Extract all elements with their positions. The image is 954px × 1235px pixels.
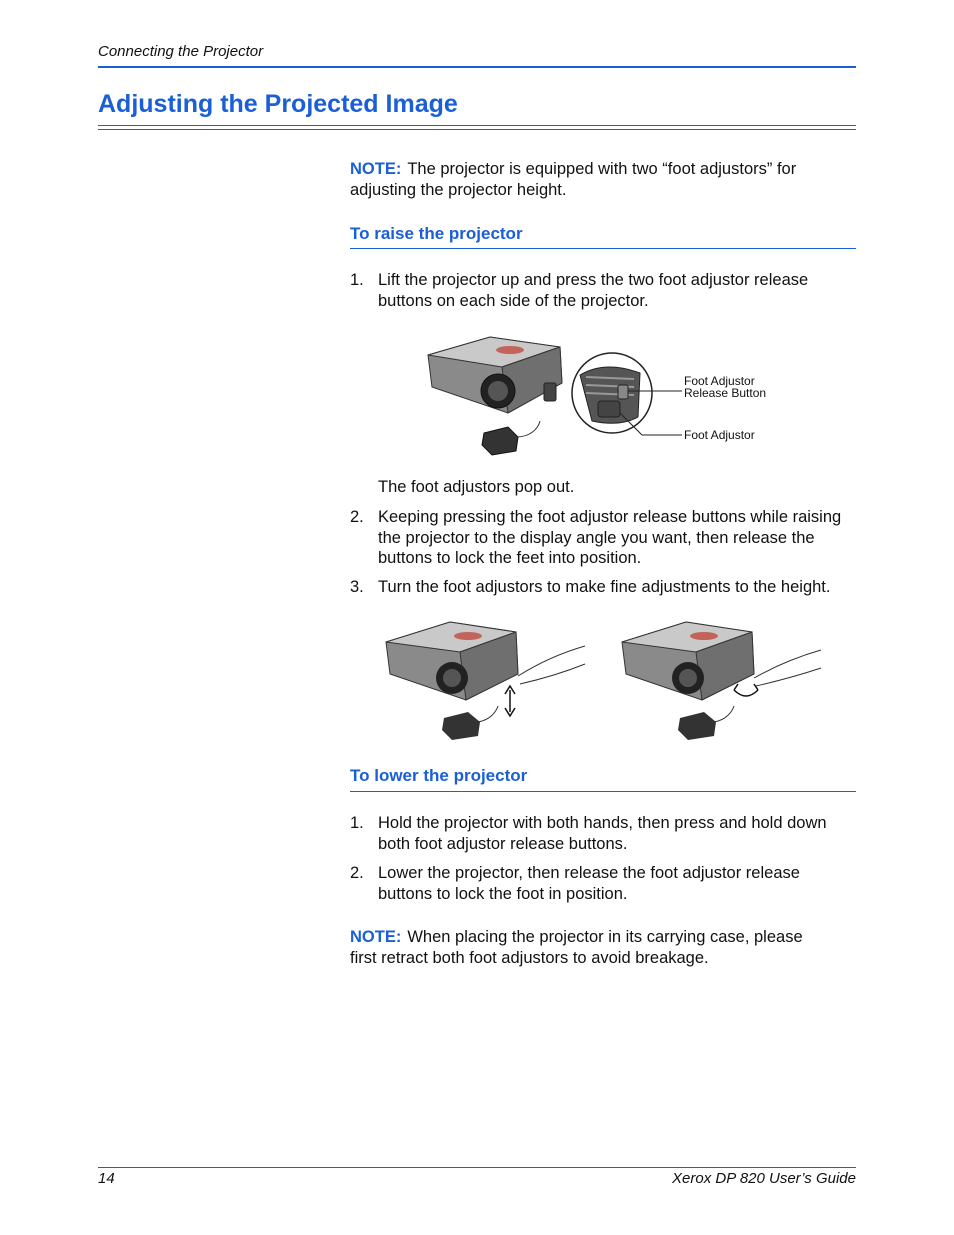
title-rule-bottom [98, 129, 856, 130]
step-line: Hold the projector with both hands, then press and hold down [378, 814, 827, 832]
step-line: buttons to lock the feet into position. [378, 549, 642, 567]
step-line: Lift the projector up and press the two foot adjustor release [378, 271, 809, 289]
projector-raise-illustration [386, 622, 585, 740]
note-text: The projector is equipped with two “foot adjustors” for [407, 160, 797, 178]
projector-height-adjust-figure [380, 612, 830, 748]
step-line: the projector to the display angle you want, then release the [378, 528, 815, 547]
footer-rule [98, 1167, 856, 1168]
note-text: When placing the projector in its carrying case, please [407, 928, 803, 946]
step-text [378, 813, 858, 854]
step-number: 2. [350, 508, 364, 526]
section-heading-raise: To raise the projector [350, 224, 523, 243]
page-number: 14 [98, 1170, 115, 1187]
note-label: NOTE: [350, 160, 402, 178]
raise-heading-rule [350, 248, 856, 249]
callout-release-button [684, 375, 766, 399]
note-bottom [350, 927, 856, 968]
guide-title: Xerox DP 820 User’s Guide [672, 1170, 856, 1187]
step-number: 2. [350, 864, 364, 882]
step-text [378, 863, 858, 904]
page-title: Adjusting the Projected Image [98, 90, 458, 118]
note-label: NOTE: [350, 928, 402, 946]
note-top [350, 159, 856, 200]
step-result: The foot adjustors pop out. [378, 478, 575, 496]
step-text: Turn the foot adjustors to make fine adjustments to the height. [378, 578, 831, 596]
step-line: both foot adjustor release buttons. [378, 834, 628, 853]
running-header: Connecting the Projector [98, 43, 264, 60]
note-text-cont: first retract both foot adjustors to avoid breakage. [350, 948, 709, 967]
step-text [378, 507, 858, 569]
step-line: buttons on each side of the projector. [378, 291, 649, 310]
step-number: 1. [350, 271, 364, 289]
callout-line: Release Button [684, 386, 767, 400]
header-rule [98, 66, 856, 68]
lower-heading-rule [350, 791, 856, 792]
callout-line: Foot Adjustor [684, 374, 755, 388]
callout-foot-adjustor: Foot Adjustor [684, 428, 755, 442]
step-line: Lower the projector, then release the foot adjustor release [378, 864, 800, 882]
step-line: Keeping pressing the foot adjustor release buttons while raising [378, 508, 842, 526]
section-heading-lower: To lower the projector [350, 766, 528, 785]
step-line: buttons to lock the foot in position. [378, 884, 628, 903]
note-text-cont: adjusting the projector height. [350, 180, 567, 199]
title-rule-top [98, 125, 856, 126]
step-text [378, 270, 858, 311]
step-number: 1. [350, 814, 364, 832]
step-number: 3. [350, 578, 364, 596]
projector-rotate-illustration [622, 622, 821, 740]
